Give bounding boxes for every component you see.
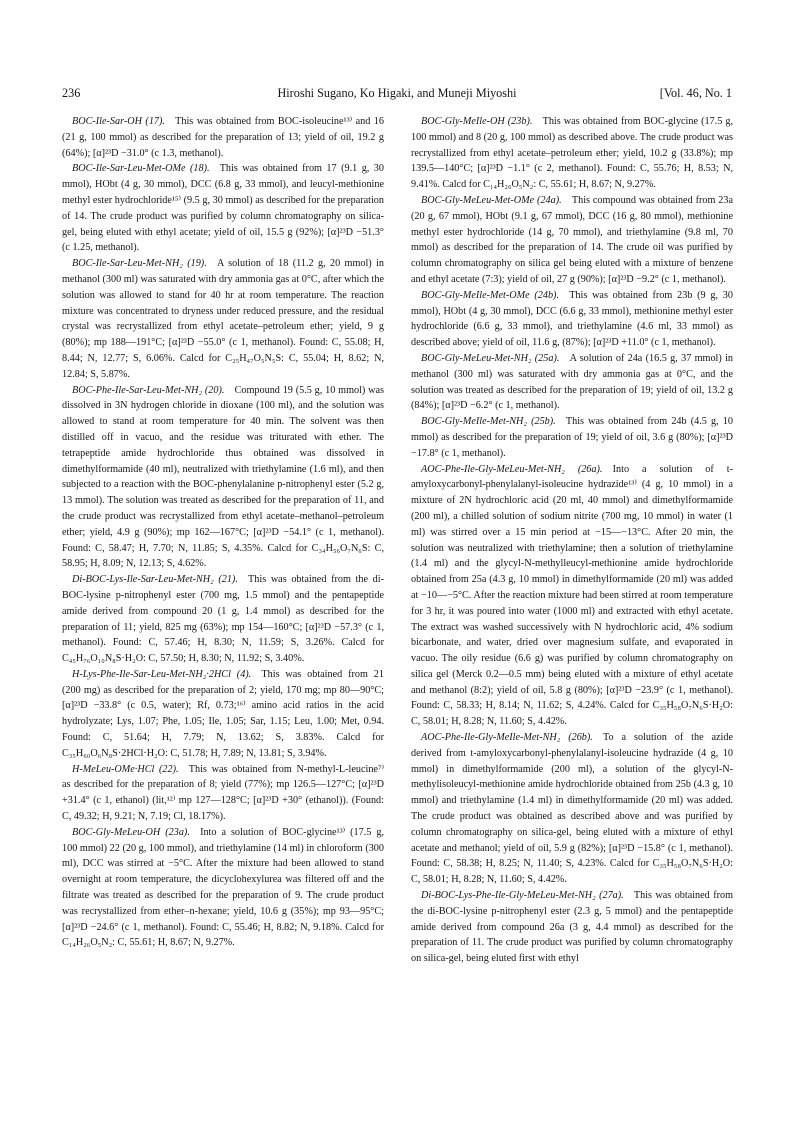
compound-title: BOC-Gly-MeIle-Met-OMe (24b). [421, 289, 559, 301]
compound-text: This was obtained from the di-BOC-lysine p-nitrophenyl ester (700 mg, 1.5 mmol) and the pentapeptide amide derived from compound 20 (1 g, 1.4 mmol) as described for the preparation of 11; yield, 825 mg (63%); mp 154—160°C; [α]²³D −57.3° (c 1, methanol). Found: C, 57.46; H, 8.30; N, 11.59; S, 3.26%. Calcd for C₄₅H₇₆O₁₀N₈S·H₂O: C, 57.50; H, 8.30; N, 11.92; S, 3.40%. [62, 574, 384, 665]
compound-text: Compound 19 (5.5 g, 10 mmol) was dissolved in 3N hydrogen chloride in dioxane (100 ml), and the solution was allowed to stand at room temperature for 40 min. The solvent was then distilled off in vacuo, and the residue was triturated with ether. The tetrapeptide amide hydrochloride thus obtained was dissolved in dimethylformamide (40 ml), neutralized with triethylamine (1.6 ml), and then subjected to a reaction with the BOC-phenylalanine p-nitrophenyl ester (5.2 g, 13 mmol). The solution was treated as described for the preparation of 11, and the crude product was recrystallized from ethyl acetate–methanol–petroleum ether; yield, 4.9 g (90%); mp 162—167°C; [α]²³D −54.1° (c 1, methanol). Found: C, 58.47; H, 7.70; N, 11.85; S, 4.35%. Calcd for C₃₄H₅₆O₇N₆S: C, 58.95; H, 8.09; N, 12.13; S, 4.62%. [62, 384, 384, 570]
compound-paragraph [62, 825, 384, 951]
compound-paragraph [411, 193, 733, 288]
compound-paragraph [411, 414, 733, 461]
compound-title: BOC-Gly-MeLeu-Met-OMe (24a). [421, 194, 562, 206]
running-title: Hiroshi Sugano, Ko Higaki, and Muneji Miyoshi [277, 86, 517, 100]
compound-paragraph [411, 730, 733, 888]
compound-title: H-MeLeu-OMe·HCl (22). [72, 763, 179, 775]
compound-title: BOC-Ile-Sar-Leu-Met-NH₂ (19). [72, 258, 207, 270]
running-header [62, 86, 732, 102]
compound-title: H-Lys-Phe-Ile-Sar-Leu-Met-NH₂·2HCl (4). [72, 668, 252, 680]
compound-text: This was obtained from 23b (9 g, 30 mmol), HObt (4 g, 30 mmol), DCC (6.6 g, 33 mmol), methionine methyl ester hydrochloride (6.6 g, 33 mmol), and triethylamine (4.6 ml, 33 mmol) as described above; yield of oil, 11.6 g, (87%); [α]²³D +11.0° (c 1, methanol). [411, 289, 733, 349]
compound-text: This was obtained from 17 (9.1 g, 30 mmol), HObt (4 g, 30 mmol), DCC (6.8 g, 33 mmol), and leucyl-methionine methyl ester hydrochloride¹⁵⁾ (9.5 g, 30 mmol) as described for the preparation of 14. The crude product was purified by column chromatography on silica-gel, being eluted with ethyl acetate; yield of oil, 15.5 g (92%); [α]²³D −51.3° (c 1.25, methanol). [62, 163, 384, 254]
compound-title: BOC-Ile-Sar-OH (17). [72, 116, 165, 127]
compound-text: Into a solution of t-amyloxycarbonyl-phenylalanyl-isoleucine hydrazide¹³⁾ (4 g, 10 mmol) in a mixture of 2N hydrochloric acid (20 ml, 40 mmol) and dimethylformamide (200 ml), a chilled solution of sodium nitrite (700 mg, 10 mmol) in water (1 ml) was stirred over a 15 min period at −15—−13°C. After 20 min, the solution was neutralized with triethylamine; then a solution of triethylamine (1.4 ml) and the glycyl-N-methylleucyl-methionine amide hydrochloride obtained from 25a (4.3 g, 10 mmol) in dimethylformamide (20 ml) was added at −10—−5°C. After the reaction mixture had been stirred at room temperature for 3 hr, it was poured into water (1000 ml) and extracted with ethyl acetate. The extract was washed successively with N hydrochloric acid, 4% sodium bicarbonate, and water, dried over magnesium sulfate, and evaporated in vacuo. The oily residue (6.6 g) was purified by column chromatography on silica gel (Merck 0.2—0.5 mm) being eluted with a mixture of ethyl acetate and methanol (8:2); yield of oil, 5.8 g (80%); [α]²³D −23.9° (c 1, methanol). Found: C, 58.33; H, 8.14; N, 11.62; S, 4.24%. Calcd for C₃₅H₅₈O₇N₆S·H₂O: C, 58.01; H, 8.28; N, 11.60; S, 4.42%. [411, 463, 733, 728]
compound-paragraph [62, 762, 384, 825]
compound-title: BOC-Gly-MeLeu-OH (23a). [72, 826, 190, 838]
compound-text: To a solution of the azide derived from t-amyloxycarbonyl-phenylalanyl-isoleucine hydrazide (4 g, 10 mmol) in dimethylformamide (200 ml), a solution of the glycyl-N-methylisoleucyl-methionine amide hydrochloride obtained from 25b (4.3 g, 10 mmol) and triethylamine (1.4 ml) in dimethylformamide (20 ml) was added. The crude product was obtained as described above and was purified by column chromatography on silica-gel, being eluted with a mixture of ethyl acetate and methanol; yield of oil, 5.9 g (82%); [α]²³D −15.8° (c 1, methanol). Found: C, 58.38; H, 8.25; N, 11.40; S, 4.23%. Calcd for C₃₅H₅₈O₇N₆S·H₂O: C, 58.01; H, 8.28; N, 11.60; S, 4.42%. [411, 732, 733, 886]
compound-title: Di-BOC-Lys-Phe-Ile-Gly-MeLeu-Met-NH₂ (27a). [421, 890, 624, 902]
compound-text: This compound was obtained from 23a (20 g, 67 mmol), HObt (9.1 g, 67 mmol), DCC (16 g, 80 mmol), methionine methyl ester hydrochloride (14 g, 70 mmol), and triethylamine (9.8 ml, 70 mmol) as described for the preparation of 14. The crude oil was purified by column chromatography on silica gel being eluted with a mixture of benzene and ethyl acetate (7:3); yield of oil, 27 g (90%); [α]²³D −9.2° (c 1, methanol). [411, 194, 734, 285]
compound-title: BOC-Gly-MeIle-Met-NH₂ (25b). [421, 416, 556, 428]
page-number: 236 [62, 86, 81, 100]
journal-volume: [Vol. 46, No. 1 [659, 86, 732, 100]
compound-text: This was obtained from N-methyl-L-leucine⁷⁾ as described for the preparation of 8; yield (77%); mp 126.5—127°C; [α]²³D +31.4° (c 1, ethanol) (lit,¹²⁾ mp 127—128°C; [α]²³D +30° (ethanol)). (Found: C, 49.32; H, 9.21; N, 7.19; Cl, 18.17%). [62, 763, 384, 823]
compound-title: Di-BOC-Lys-Ile-Sar-Leu-Met-NH₂ (21). [72, 574, 238, 586]
compound-paragraph [411, 288, 733, 351]
compound-paragraph [62, 667, 384, 762]
compound-paragraph [411, 888, 733, 967]
left-column [62, 114, 384, 951]
compound-title: BOC-Ile-Sar-Leu-Met-OMe (18). [72, 163, 210, 175]
compound-title: BOC-Gly-MeLeu-Met-NH₂ (25a). [421, 352, 560, 364]
compound-text: Into a solution of BOC-glycine¹³⁾ (17.5 g, 100 mmol) 22 (20 g, 100 mmol), and triethylamine (14 ml) in chloroform (300 ml), DCC was stirred at −5°C. After the mixture had been allowed to stand overnight at room temperature, the dicyclohexylurea was filtered off and the filtrate was treated as described for the preparation of 9. The crude product was recrystallized from ether–n-hexane; yield, 10.6 g (35%); mp 93—95°C; [α]²³D −24.6° (c 1, methanol). Found: C, 55.46; H, 8.82; N, 9.18%. Calcd for C₁₄H₂₆O₅N₂: C, 55.61; H, 8.67; N, 9.27%. [62, 826, 385, 949]
compound-title: BOC-Gly-MeIle-OH (23b). [421, 116, 533, 127]
compound-text: A solution of 24a (16.5 g, 37 mmol) in methanol (300 ml) was saturated with dry ammonia gas at 0°C, and the solution was treated as described for the preparation of 19; yield of oil, 13.2 g (84%); [α]²³D −6.2° (c 1, methanol). [411, 352, 733, 412]
compound-title: AOC-Phe-Ile-Gly-MeLeu-Met-NH₂ (26a). [421, 463, 603, 475]
compound-text: This was obtained from 24b (4.5 g, 10 mmol) as described for the preparation of 19; yield of oil, 3.6 g (80%); [α]²³D −17.8° (c 1, methanol). [411, 416, 733, 459]
compound-paragraph [411, 462, 733, 731]
compound-paragraph [62, 114, 384, 161]
compound-text: This was obtained from 21 (200 mg) as described for the preparation of 2; yield, 170 mg; mp 80—90°C; [α]²³D −33.8° (c 0.5, water); Rf, 0.73;¹⁶⁾ amino acid ratios in the acid hydrolyzate; Lys, 1.07; Phe, 1.05; Ile, 1.05; Sar, 1.15; Leu, 1.00; Met, 0.94. Found: C, 51.64; H, 7.79; N, 13.62; S, 3.83%. Calcd for C₃₅H₆₀O₆N₈S·2HCl·H₂O: C, 51.78; H, 7.89; N, 13.81; S, 3.94%. [62, 668, 384, 759]
right-column [411, 114, 733, 967]
compound-paragraph [62, 256, 384, 382]
compound-paragraph [411, 351, 733, 414]
compound-title: AOC-Phe-Ile-Gly-MeIle-Met-NH₂ (26b). [421, 732, 593, 744]
compound-paragraph [62, 161, 384, 256]
compound-text: This was obtained from BOC-isoleucine¹³⁾ and 16 (21 g, 100 mmol) as described for the preparation of 13; yield of oil, 19.2 g (64%); [α]²³D −31.0° (c 1.3, methanol). [62, 116, 384, 159]
compound-title: BOC-Phe-Ile-Sar-Leu-Met-NH₂ (20). [72, 384, 225, 396]
compound-paragraph [411, 114, 733, 193]
compound-text: This was obtained from BOC-glycine (17.5 g, 100 mmol) and 8 (20 g, 100 mmol) as described above. The crude product was recrystallized from ethyl acetate–petroleum ether; yield, 10.2 g (33.8%); mp 139.5—140°C; [α]²³D −1.1° (c 2, methanol). Found: C, 55.76; H, 8.53; N, 9.41%. Calcd for C₁₄H₂₆O₅N₂: C, 55.61; H, 8.67; N, 9.27%. [411, 116, 733, 191]
compound-paragraph [62, 572, 384, 667]
compound-paragraph [62, 383, 384, 573]
compound-text: A solution of 18 (11.2 g, 20 mmol) in methanol (300 ml) was saturated with dry ammonia gas at 0°C, after which the solution was allowed to stand for 40 hr at room temperature. The reaction mixture was concentrated to dryness under reduced pressure, and the residual crystal was recrystallized from ethyl acetate–petroleum ether; yield, 9 g (80%); mp 188—191°C; [α]²³D −55.0° (c 1, methanol). Found: C, 55.08; H, 8.44; N, 12.77; S, 6.06%. Calcd for C₂₅H₄₇O₅N₅S: C, 55.04; H, 8.62; N, 12.84; S, 5.87%. [62, 258, 384, 380]
compound-text: This was obtained from the di-BOC-lysine p-nitrophenyl ester (2.3 g, 5 mmol) and the pentapeptide amide derived from compound 26a (3 g, 4.4 mmol) as described for the preparation of 11. The crude product was purified by column chromatography on silica-gel, being eluted first with ethyl [411, 890, 733, 965]
